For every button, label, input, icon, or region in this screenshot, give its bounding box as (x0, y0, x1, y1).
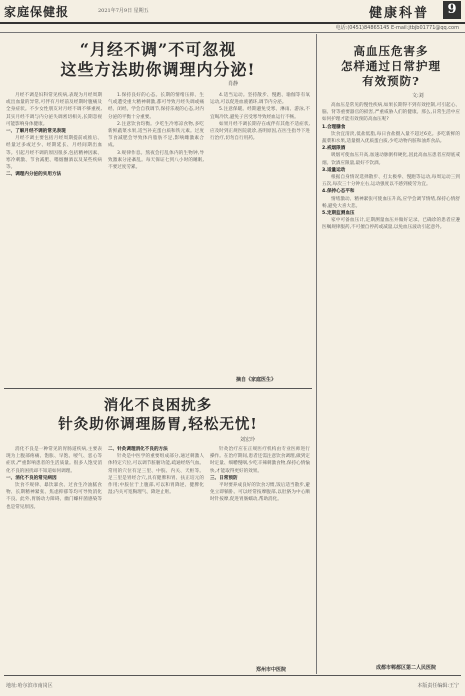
article2-column (322, 102, 460, 660)
article1-credit: 摘自《家庭医生》 (236, 377, 277, 383)
article3-title (8, 396, 308, 434)
article1-paragraph: 5.注意保暖。经期避免受寒、淋雨、游泳,不宜喝冷饮,避免子宫受寒导致经血运行不畅。 (210, 107, 310, 120)
contact-line (0, 24, 465, 33)
article1-column-3 (210, 92, 310, 372)
article1-subheading: 一、了解月经不调的常见表现 (6, 129, 66, 135)
article1-paragraph: 2.注意饮食均衡。少吃生冷寒凉食物,多吃新鲜蔬菜水果,适当补充蛋白质和铁元素。过度节食减肥会导致体内脂肪不足,影响雌激素合成。 (108, 121, 204, 149)
article2-title-line1: 高血压危害多 (353, 44, 429, 58)
article-divider (4, 388, 312, 389)
article3-subheading: 一、消化不良的常见病因 (6, 475, 57, 481)
article1-paragraph: 月经不调主要包括月经周期提前或推后、经量过多或过少、经期延长、月经间期出血等。引起月经不调的原因很多,包括精神因素、寒冷刺激、节食减肥、嗜烟酗酒以及某些疾病等。 (6, 136, 102, 171)
article1-column-1 (6, 92, 102, 382)
article3-paragraph: 饮食不规律、暴饮暴食、过食生冷油腻食物、长期精神紧张、焦虑抑郁等均可导致消化不良。此外,胃肠动力障碍、幽门螺杆菌感染等也是常见原因。 (6, 483, 102, 510)
article3-column-1 (6, 446, 102, 672)
article3-subheading: 二、针灸调理消化不良的方法 (108, 447, 168, 452)
article2-paragraph: 吸烟可使血压升高,加速动脉粥样硬化,因此高血压患者应彻底戒烟。饮酒应限量,最好不饮酒。 (322, 153, 460, 166)
article2-paragraph: 根据自身情况选择散步、打太极拳、慢跑等运动,每周运动三到五次,每次三十分钟左右,运动强度以不感到疲劳为宜。 (322, 175, 460, 188)
newspaper-name: 家庭保健报 (4, 5, 70, 19)
article2-paragraph: 高血压是常见的慢性疾病,如果长期得不到有效控制,可引起心、脑、肾等重要器官的损害,严重威胁人们的健康。那么,日常生活中应如何护理才能有效预防高血压呢? (322, 103, 460, 123)
article1-title-line2: 这些方法助你调理内分泌! (60, 60, 256, 79)
page-number: 9 (443, 1, 461, 19)
footer-left: 地址:哈尔滨市南岗区 (6, 683, 53, 689)
article1-paragraph: 1.保持良好的心态。长期的情绪压抑、生气或遭受重大精神刺激,都可导致月经失调或痛经、闭经。学会自我调节,保持乐观的心态,对内分泌的平衡十分重要。 (108, 93, 204, 120)
contact-text: 电话:(0451)84865145 E-mail:jtbjb01771@qq.com (335, 25, 459, 31)
article2-subheading: 3.适量运动 (322, 167, 346, 173)
article1-paragraph: 月经不调是妇科常见疾病,表现为月经周期或出血量的异常,可伴有月经前及经期时腹痛及全身症状。不少女性朋友对月经不调不够重视,其实月经不调与内分泌失调密切相关,长期忽视可能影响身体健康。 (6, 93, 102, 127)
article3-author: 刘宏玲 (240, 437, 256, 443)
article2-author: 文:刘 (412, 93, 424, 99)
article1-paragraph: 3.规律作息。熬夜会打乱体内的生物钟,导致激素分泌紊乱。每天保证七到八小时的睡眠,不要过度劳累。 (108, 150, 204, 171)
article3-title-line1: 消化不良困扰多 (103, 397, 213, 414)
article3-credit: 郑州市中医院 (256, 667, 287, 673)
article1-column-2 (108, 92, 204, 382)
article1-paragraph: 4.适当运动。坚持散步、慢跑、瑜伽等有氧运动,可以促进血液循环,调节内分泌。 (210, 93, 310, 106)
footer-right: 本版责任编辑:王宁 (417, 683, 459, 689)
article2-subheading: 2.戒烟限酒 (322, 146, 346, 152)
article3-subheading: 三、日常预防 (210, 475, 238, 481)
article2-paragraph: 情绪激动、精神紧张可使血压升高,应学会调节情绪,保持心情舒畅,避免大喜大悲。 (322, 196, 460, 209)
article3-paragraph: 针灸是中医学的重要组成部分,通过刺激人体特定穴位,可以调节脏腑功能,疏通经络气血。常用的穴位有足三里、中脘、内关、天枢等。足三里是胃经合穴,具有健脾和胃、扶正培元的作用;中脘位于上腹部,可以和胃降逆、健脾化湿;内关可宽胸理气、降逆止呕。 (108, 454, 204, 496)
article1-title-line1: “月经不调”不可忽视 (79, 40, 237, 59)
article2-title-line3: 有效预防? (362, 74, 420, 88)
issue-date: 2021年7月9日 星期五 (98, 8, 149, 14)
article3-paragraph: 针灸治疗应在正规医疗机构由专业医师进行操作。在治疗期间,患者还需注意饮食调理,做到定时定量、细嚼慢咽,少吃辛辣刺激食物,保持心情愉快,才能取得更好的效果。 (210, 447, 310, 474)
article2-subheading: 4.保持心态平和 (322, 189, 355, 195)
article2-subheading: 5.定期监测血压 (322, 211, 355, 217)
article3-title-line2: 针灸助你调理肠胃,轻松无忧! (58, 416, 258, 433)
article3-paragraph: 平时要养成良好的饮食习惯,饭后适当散步,避免立即躺卧。可以经常按摩腹部,以肚脐为中心顺时针按摩,促进胃肠蠕动,帮助消化。 (210, 483, 310, 503)
article2-title-line2: 怎样通过日常护理 (341, 59, 441, 73)
article3-column-3 (210, 446, 310, 664)
article1-paragraph: 如果月经不调长期存在或伴有其他不适症状,应及时到正规医院就诊,查明原因,在医生指导下进行治疗,切勿自行用药。 (210, 121, 310, 142)
article3-paragraph: 消化不良是一种常见的胃肠道疾病,主要表现为上腹部疼痛、饱胀、早饱、嗳气、恶心等症状,严重影响患者的生活质量。很多人饱受消化不良的困扰却不知道如何调理。 (6, 447, 102, 474)
article2-paragraph: 家中可备血压计,定期测量血压并做好记录。已确诊的患者应遵医嘱规律服药,不可擅自停药或减量,以免血压波动引起意外。 (322, 218, 460, 231)
footer-divider (4, 675, 461, 676)
article1-subheading: 二、调理内分泌的实用方法 (6, 172, 62, 178)
article2-paragraph: 饮食宜清淡,低盐低脂,每日食盐摄入量不超过6克。多吃新鲜的蔬菜和水果,适量摄入优质蛋白质,少吃动物内脏和油炸食品。 (322, 131, 460, 145)
article2-subheading: 1.合理膳食 (322, 124, 346, 130)
article3-column-2 (108, 446, 204, 672)
article1-title (20, 40, 296, 80)
article2-credit: 成都市郫都区第二人民医院 (376, 665, 437, 671)
article1-author: 肖静 (228, 81, 239, 87)
article2-title (320, 44, 462, 89)
column-divider (316, 34, 317, 674)
footer (0, 679, 465, 696)
masthead (0, 0, 465, 24)
section-title: 健康科普 (368, 6, 429, 21)
